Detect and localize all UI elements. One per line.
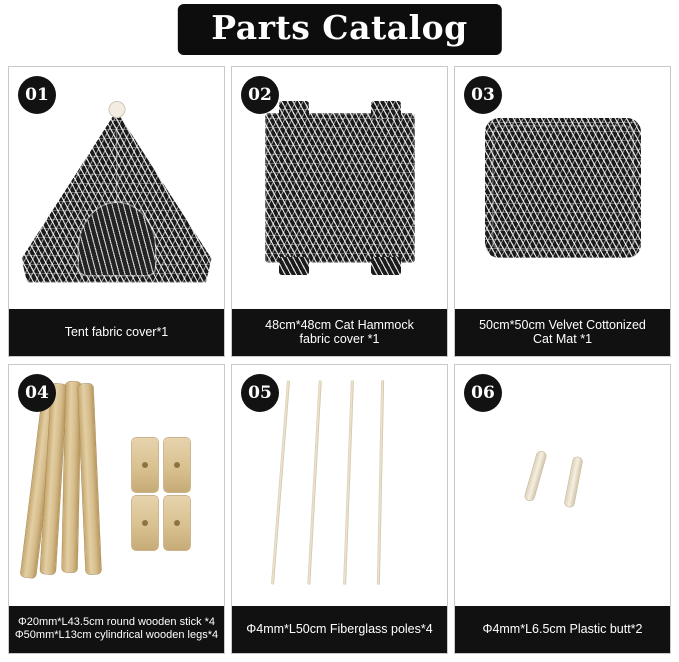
caption-line: 48cm*48cm Cat Hammock xyxy=(265,317,414,332)
hammock-tab xyxy=(371,257,401,275)
wooden-leg xyxy=(164,496,190,550)
plastic-butt xyxy=(524,451,546,502)
plastic-butt xyxy=(564,457,582,508)
part-caption-02 xyxy=(232,309,447,356)
caption-line: Tent fabric cover*1 xyxy=(64,324,169,339)
part-caption-05 xyxy=(232,606,447,653)
parts-grid xyxy=(8,66,671,654)
caption-line: Φ4mm*L6.5cm Plastic butt*2 xyxy=(482,622,643,636)
caption-line: Cat Mat *1 xyxy=(532,331,593,346)
wooden-stick xyxy=(77,384,100,574)
page-title-banner xyxy=(177,4,501,55)
cat-mat-inner-stitch xyxy=(492,125,634,251)
fiberglass-pole xyxy=(376,380,383,585)
part-card-02[interactable] xyxy=(231,66,448,357)
part-number-badge: 02 xyxy=(241,76,279,114)
caption-line: Φ4mm*L50cm Fiberglass poles*4 xyxy=(246,622,433,636)
part-number-badge: 05 xyxy=(241,374,279,412)
fiberglass-pole xyxy=(343,380,354,585)
hammock-panel xyxy=(265,113,415,263)
part-card-05[interactable] xyxy=(231,364,448,655)
part-number-badge: 03 xyxy=(464,76,502,114)
wooden-leg xyxy=(132,496,158,550)
part-card-01[interactable] xyxy=(8,66,225,357)
part-card-04[interactable] xyxy=(8,364,225,655)
leg-hole xyxy=(142,520,148,526)
leg-hole xyxy=(174,520,180,526)
leg-hole xyxy=(142,462,148,468)
leg-hole xyxy=(174,462,180,468)
part-caption-04 xyxy=(9,606,224,653)
hammock-tab xyxy=(279,257,309,275)
caption-line: 50cm*50cm Velvet Cottonized xyxy=(479,317,646,332)
tent-top-knob-icon xyxy=(108,101,125,118)
part-caption-03 xyxy=(455,309,670,356)
tent-body xyxy=(22,111,212,283)
caption-line: Φ20mm*L43.5cm round wooden stick *4 xyxy=(17,616,216,628)
part-number-badge: 06 xyxy=(464,374,502,412)
part-caption-01 xyxy=(9,309,224,356)
wooden-leg xyxy=(132,438,158,492)
fiberglass-pole xyxy=(307,380,321,585)
part-card-06[interactable] xyxy=(454,364,671,655)
part-number-badge: 01 xyxy=(18,76,56,114)
fiberglass-pole xyxy=(270,380,289,585)
caption-line: fabric cover *1 xyxy=(299,331,380,346)
tent-door-flap xyxy=(79,203,155,275)
part-card-03[interactable] xyxy=(454,66,671,357)
wooden-leg xyxy=(164,438,190,492)
caption-line: Φ50mm*L13cm cylindrical wooden legs*4 xyxy=(14,629,219,641)
part-caption-06 xyxy=(455,606,670,653)
page-title: Parts Catalog xyxy=(211,8,468,47)
hammock-bottom-tabs xyxy=(265,257,415,275)
cat-mat-cushion xyxy=(485,118,641,258)
part-number-badge: 04 xyxy=(18,374,56,412)
